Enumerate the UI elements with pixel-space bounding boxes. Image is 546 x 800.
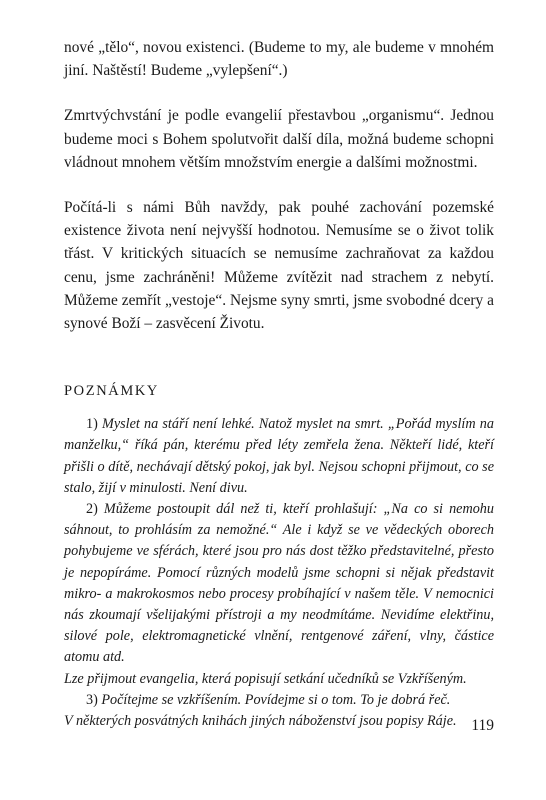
- paragraph-1: nové „tělo“, novou existenci. (Budeme to my, ale budeme v mnohém jiní. Naštěstí! Budeme „vylepšení“.): [64, 39, 494, 80]
- note-3: [64, 690, 494, 711]
- note-3-text: Počítejme se vzkříšením. Povídejme si o tom. To je dobrá řeč.: [101, 691, 451, 708]
- paragraph-2: Zmrtvýchvstání je podle evangelií přestavbou „organismu“. Jednou budeme moci s Bohem spolutvořit další díla, možná budeme schopni vládnout mnohem větším množstvím energie a dalšími možnostmi.: [64, 107, 494, 171]
- note-2-number: 2): [86, 501, 98, 518]
- note-1-number: 1): [86, 416, 98, 433]
- note-1: [64, 414, 494, 499]
- note-1-text: Myslet na stáří není lehké. Natož myslet na smrt. „Pořád myslím na manželku,“ říká pán, kterému před léty zemřela žena. Někteří lidé, kteří přišli o dítě, nechávají dětský pokoj, jak byl. Nejsou schopni přijmout, co se stalo, žijí v minulosti. Není divu.: [64, 416, 494, 496]
- note-3-number: 3): [86, 691, 98, 708]
- page-content: [64, 36, 494, 732]
- paragraph-3: Počítá-li s námi Bůh navždy, pak pouhé zachování pozemské existence života není nejvyšší hodnotou. Nemusíme se o život tolik třást. V kritických situacích se nemusíme zachraňovat za každou cenu, jsme zachráněni! Můžeme zvítězit nad strachem z nebytí. Můžeme zemřít „vestoje“. Nejsme syny smrti, jsme svobodné dcery a synové Boží – zasvěcení Životu.: [64, 199, 494, 333]
- notes-heading: POZNÁMKY: [64, 383, 159, 400]
- note-2-text: Můžeme postoupit dál než ti, kteří prohlašují: „Na co si nemohu sáhnout, to prohlásím za nemožné.“ Ale i když se ve vědeckých oborech pohybujeme ve sférách, které jsou pro nás dost těžko představitelné, přesto je nepopíráme. Pomocí různých modelů jsme schopni si nějak představit mikro- a makrokosmos nebo procesy probíhající v našem těle. V nemocnici nás zkoumají všelijakými přístroji a my neodmítáme. Nevidíme elektřinu, silové pole, elektromagnetické vlnění, rentgenové záření, vlny, částice atomu atd.: [64, 501, 494, 666]
- note-2: [64, 499, 494, 669]
- note-2-continuation: Lze přijmout evangelia, která popisují setkání učedníků se Vzkříšeným.: [64, 670, 467, 687]
- page-number: 119: [471, 717, 494, 734]
- note-3-continuation: V některých posvátných knihách jiných náboženství jsou popisy Ráje.: [64, 713, 457, 730]
